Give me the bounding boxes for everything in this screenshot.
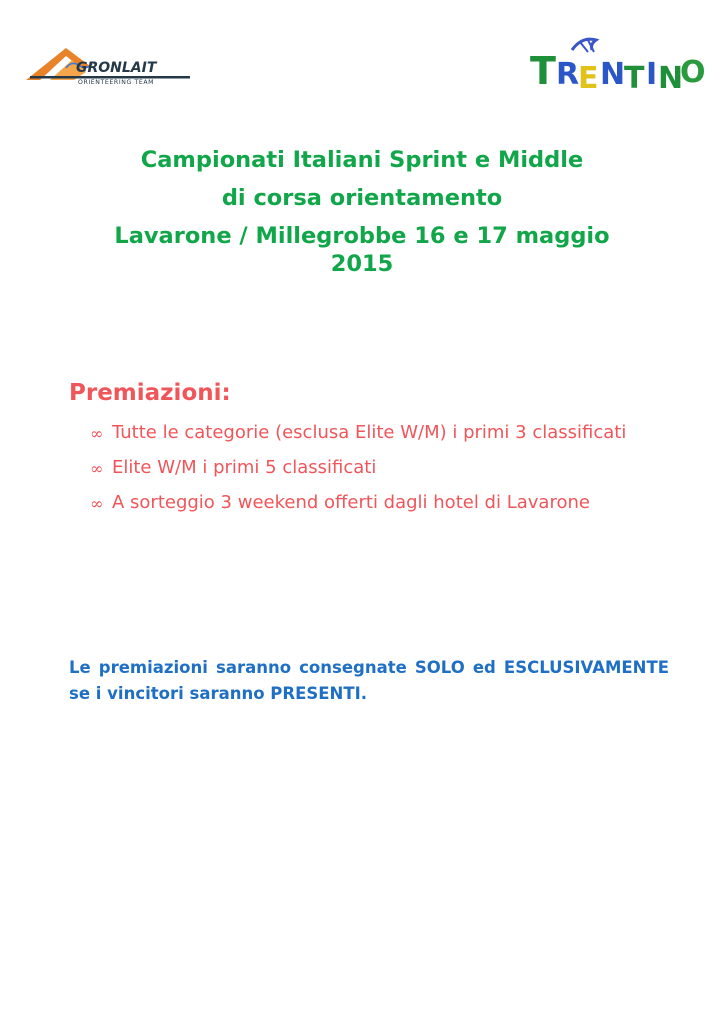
list-item	[90, 491, 670, 515]
list-item	[90, 456, 670, 480]
trentino-letter-t2: T	[624, 61, 645, 92]
trentino-letter-i: I	[646, 57, 658, 92]
event-title	[60, 146, 664, 288]
list-item-text: Elite W/M i primi 5 classificati	[112, 457, 377, 478]
infinity-bullet-icon: ∞	[90, 424, 104, 443]
premiazioni-list	[90, 421, 670, 526]
trentino-letter-e: E	[578, 61, 599, 92]
infinity-bullet-icon: ∞	[90, 459, 104, 478]
gronlait-logo	[26, 46, 190, 86]
list-item-text: A sorteggio 3 weekend offerti dagli hotel di Lavarone	[112, 492, 590, 513]
trentino-logo	[528, 36, 708, 92]
trentino-letter-n2: N	[658, 61, 684, 92]
trentino-letter-r: R	[556, 57, 580, 92]
gronlait-logo-name: GRONLAIT	[76, 60, 157, 76]
list-item-text: Tutte le categorie (esclusa Elite W/M) i primi 3 classificati	[112, 422, 627, 443]
title-line-4: 2015	[330, 251, 394, 277]
trentino-letter-n: N	[600, 57, 626, 92]
list-item	[90, 421, 670, 445]
gronlait-logo-subtitle: ORIENTEERING TEAM	[78, 79, 155, 86]
title-line-1: Campionati Italiani Sprint e Middle	[140, 147, 584, 173]
notice-text: Le premiazioni saranno consegnate SOLO ed ESCLUSIVAMENTE se i vincitori saranno PRESENTI.	[69, 658, 669, 703]
title-line-2: di corsa orientamento	[221, 185, 503, 211]
trentino-letter-t: T	[530, 49, 556, 92]
premiazioni-heading: Premiazioni:	[69, 380, 231, 406]
title-line-3: Lavarone / Millegrobbe 16 e 17 maggio	[114, 223, 610, 249]
trentino-letter-o: O	[680, 55, 706, 90]
infinity-bullet-icon: ∞	[90, 494, 104, 513]
